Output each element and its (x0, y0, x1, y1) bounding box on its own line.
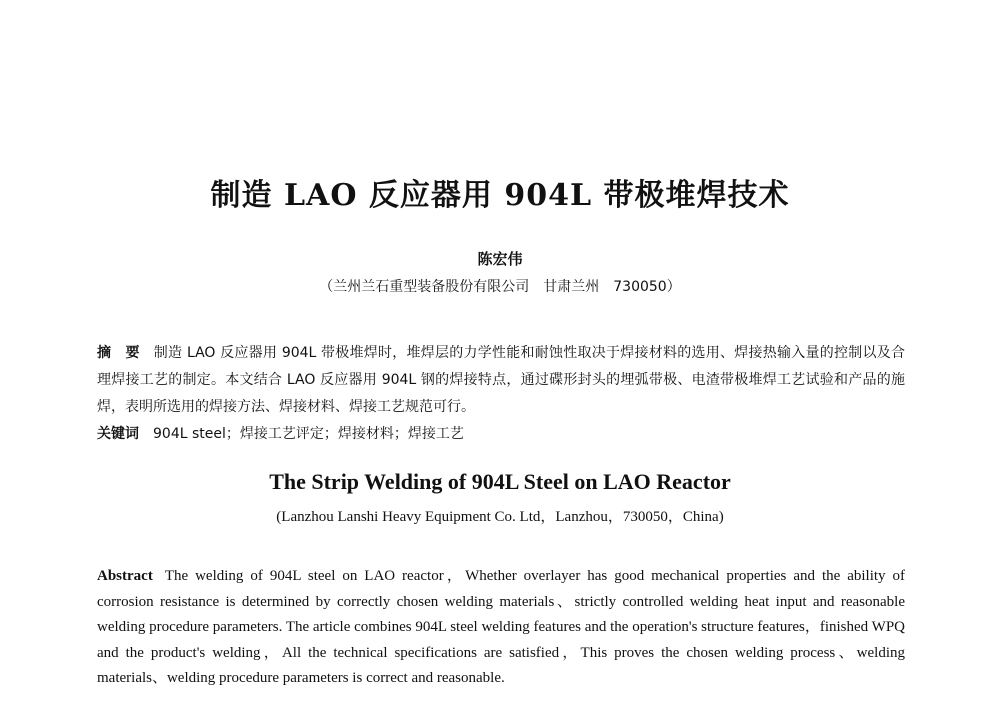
abstract-en-text: The welding of 904L steel on LAO reactor，Whether overlayer has good mechanical properties and the ability of corrosion resistance is determined by correctly chosen welding materials、strictly controlled welding heat input and reasonable welding procedure parameters. The article combines 904L steel welding features and the operation's structure features，finished WPQ and the product's welding，All the technical specifications are satisfied，This proves the chosen welding process、welding materials、welding procedure parameters is correct and reasonable. (97, 568, 905, 686)
abstract-en (97, 564, 905, 692)
abstract-en-label: Abstract (97, 568, 153, 584)
paper-title-cn: 制造 LAO 反应器用 904L 带极堆焊技术 (210, 178, 790, 213)
keywords-cn-text: 904L steel；焊接工艺评定；焊接材料；焊接工艺 (153, 426, 464, 442)
keywords-cn (97, 421, 905, 448)
abstract-cn-text: 制造 LAO 反应器用 904L 带极堆焊时，堆焊层的力学性能和耐蚀性取决于焊接材料的选用、焊接热输入量的控制以及合理焊接工艺的制定。本文结合 LAO 反应器用 904L 钢的焊接特点，通过碟形封头的埋弧带极、电渣带极堆焊工艺试验和产品的施焊，表明所选用的焊接方法、焊接材料、焊接工艺规范可行。 (97, 345, 905, 415)
abstract-cn (97, 340, 905, 421)
abstract-cn-label: 摘 要 (97, 345, 140, 361)
affiliation-en: (Lanzhou Lanshi Heavy Equipment Co. Ltd，Lanzhou，730050，China) (276, 509, 724, 525)
keywords-cn-label: 关键词 (97, 426, 139, 442)
author-name: 陈宏伟 (477, 250, 523, 268)
paper-title-en: The Strip Welding of 904L Steel on LAO Reactor (269, 469, 731, 494)
affiliation-cn: （兰州兰石重型装备股份有限公司 甘肃兰州 730050） (319, 279, 681, 295)
